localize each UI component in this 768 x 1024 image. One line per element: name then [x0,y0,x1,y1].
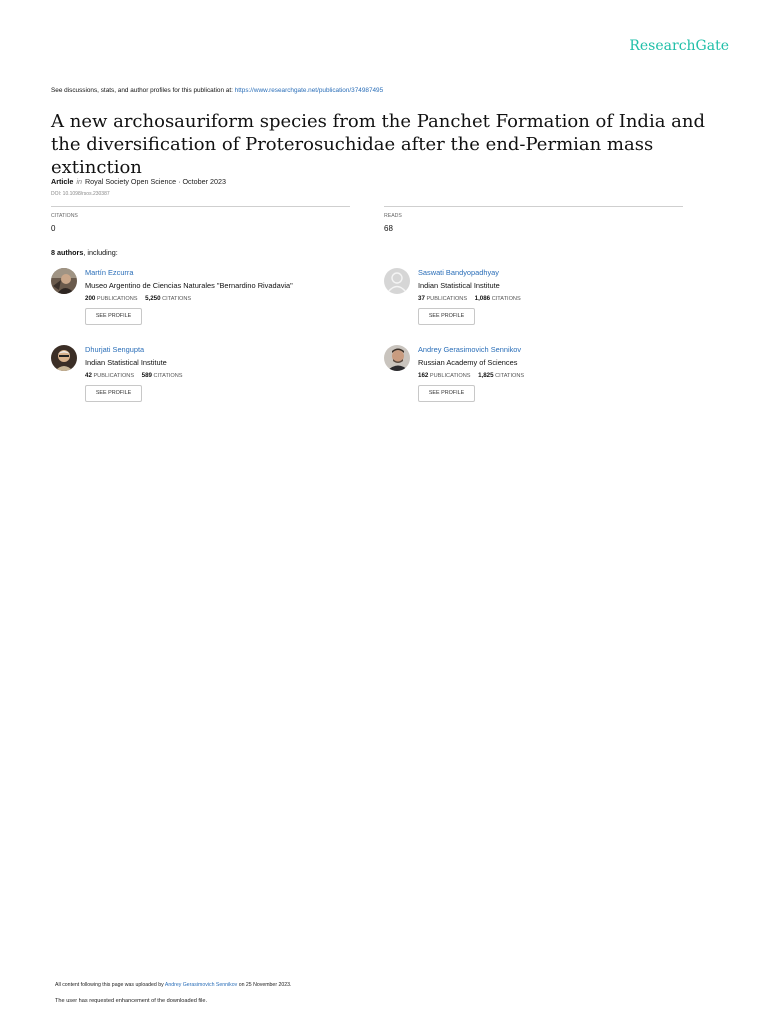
author-stats [85,295,191,302]
page-title: A new archosauriform species from the Panchet Formation of India and the diversification of Proterosuchidae after the end-Permian mass extinction [51,111,706,178]
author-institution: Indian Statistical Institute [418,281,500,290]
author-card [384,268,684,338]
see-profile-button[interactable]: SEE PROFILE [85,385,142,402]
citations-count: 1,086 [474,295,491,302]
publications-count: 37 [418,295,425,302]
author-name-link[interactable]: Andrey Gerasimovich Sennikov [418,345,522,354]
article-meta [51,177,226,186]
author-institution: Indian Statistical Institute [85,358,167,367]
researchgate-logo[interactable]: ResearchGate [629,38,729,54]
publications-count: 200 [85,295,96,302]
citations-count: 5,250 [145,295,161,302]
reads-value: 68 [384,224,393,233]
citations-label: CITATIONS [495,373,525,379]
publications-label: PUBLICATIONS [426,296,468,302]
citations-count: 1,825 [478,372,494,379]
doi-text: DOI: 10.1098/rsos.230387 [51,191,110,197]
author-name-link[interactable]: Dhurjati Sengupta [85,345,145,354]
author-stats [418,372,524,379]
source-line [51,87,383,94]
avatar[interactable] [51,345,77,371]
enhancement-note: The user has requested enhancement of the downloaded file. [55,998,208,1004]
publications-count: 162 [418,372,429,379]
upload-suffix: on 25 November 2023. [237,982,292,988]
avatar[interactable] [384,345,410,371]
in-label: in [76,177,82,186]
reads-label: READS [384,213,402,219]
author-institution: Museo Argentino de Ciencias Naturales "Bernardino Rivadavia" [85,281,293,290]
source-text: See discussions, stats, and author profiles for this publication at: [51,87,235,94]
see-profile-button[interactable]: SEE PROFILE [418,385,475,402]
author-card [384,345,684,415]
avatar[interactable] [51,268,77,294]
upload-note [55,982,291,988]
divider-reads [384,206,683,207]
citations-label: CITATIONS [491,296,521,302]
default-avatar-icon[interactable] [384,268,410,294]
authors-count: 8 authors [51,248,84,257]
publications-label: PUBLICATIONS [93,373,135,379]
citations-value: 0 [51,224,56,233]
publication-url-link[interactable]: https://www.researchgate.net/publication/374987495 [234,87,384,94]
citations-count: 589 [141,372,152,379]
citations-label: CITATIONS [162,296,192,302]
author-institution: Russian Academy of Sciences [418,358,518,367]
authors-summary [51,248,118,257]
author-card [51,345,351,415]
uploader-link[interactable]: Andrey Gerasimovich Sennikov [164,982,238,988]
author-stats [85,372,183,379]
authors-suffix: , including: [83,248,118,257]
journal-info: Royal Society Open Science · October 2023 [84,177,227,186]
publications-count: 42 [85,372,92,379]
author-name-link[interactable]: Martín Ezcurra [85,268,134,277]
publications-label: PUBLICATIONS [96,296,138,302]
article-type: Article [51,177,74,186]
divider-citations [51,206,350,207]
author-stats [418,295,521,302]
author-card [51,268,351,338]
upload-prefix: All content following this page was uploaded by [55,982,165,988]
see-profile-button[interactable]: SEE PROFILE [418,308,475,325]
publications-label: PUBLICATIONS [429,373,471,379]
see-profile-button[interactable]: SEE PROFILE [85,308,142,325]
citations-label: CITATIONS [51,213,78,219]
citations-label: CITATIONS [153,373,183,379]
author-name-link[interactable]: Saswati Bandyopadhyay [418,268,499,277]
